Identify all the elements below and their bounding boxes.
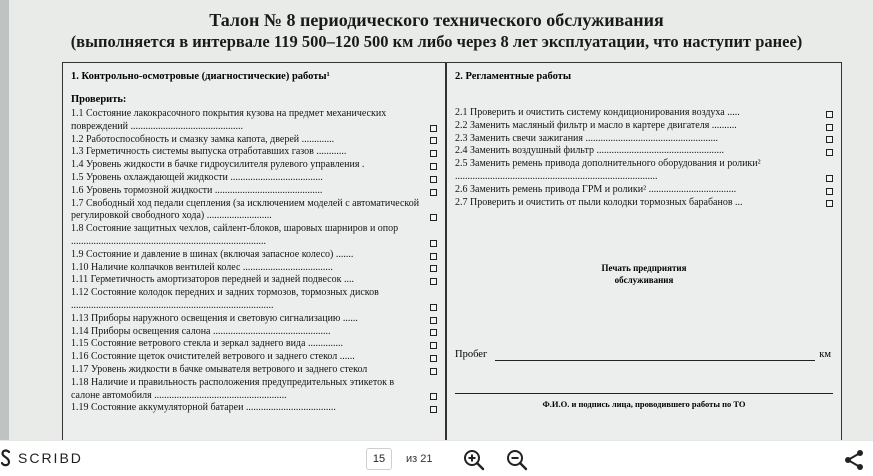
scheduled-work-item-text: 2.6 Заменить ремень привода ГРМ и ролики² ................................... bbox=[455, 183, 737, 195]
scheduled-works-column bbox=[446, 62, 842, 440]
share-icon[interactable] bbox=[842, 448, 866, 472]
checkbox-square bbox=[430, 240, 437, 247]
checkbox-square bbox=[430, 265, 437, 272]
checkbox-square bbox=[430, 189, 437, 196]
diagnostic-work-item bbox=[71, 159, 439, 172]
page-count: из 21 bbox=[406, 453, 433, 465]
coupon-subtitle: (выполняется в интервале 119 500–120 500 км либо через 8 лет эксплуатации, что наступит ранее) bbox=[70, 32, 803, 51]
diagnostic-work-item bbox=[71, 274, 439, 287]
diagnostic-work-item-text: 1.8 Состояние защитных чехлов, сайлент-блоков, шаровых шарниров и опор .............................................................................. bbox=[71, 223, 399, 247]
checkbox-square bbox=[430, 342, 437, 349]
scheduled-work-item bbox=[455, 120, 835, 133]
zoom-out-icon[interactable] bbox=[505, 448, 529, 472]
diagnostic-work-item-text: 1.10 Наличие колпачков вентилей колес .................................... bbox=[71, 261, 333, 273]
checkbox-square bbox=[430, 163, 437, 170]
scheduled-work-item bbox=[455, 107, 835, 120]
diagnostic-work-item bbox=[71, 377, 439, 403]
checkbox-square bbox=[826, 111, 833, 118]
diagnostic-work-item bbox=[71, 185, 439, 198]
scheduled-work-item bbox=[455, 158, 835, 184]
diagnostic-work-item bbox=[71, 287, 439, 313]
checkbox-square bbox=[430, 317, 437, 324]
diagnostic-work-item bbox=[71, 262, 439, 275]
diagnostic-work-item-text: 1.1 Состояние лакокрасочного покрытия кузова на предмет механических повреждений ............................................. bbox=[71, 108, 387, 132]
diagnostic-work-item bbox=[71, 134, 439, 147]
diagnostic-work-item-text: 1.6 Уровень тормозной жидкости ........................................... bbox=[71, 184, 323, 196]
scribd-logo-icon bbox=[0, 449, 12, 467]
diagnostic-work-item bbox=[71, 172, 439, 185]
scheduled-work-item-text: 2.1 Проверить и очистить систему кондиционирования воздуха ..... bbox=[455, 107, 740, 118]
diagnostic-work-item-text: 1.13 Приборы наружного освещения и световую сигнализацию ...... bbox=[71, 312, 358, 324]
diagnostic-work-item-text: 1.9 Состояние и давление в шинах (включая запасное колесо) ....... bbox=[71, 248, 354, 260]
scheduled-work-item bbox=[455, 145, 835, 158]
checkbox-square bbox=[430, 253, 437, 260]
signature-line bbox=[455, 393, 833, 394]
diagnostic-work-item bbox=[71, 108, 439, 134]
diagnostic-work-item bbox=[71, 338, 439, 351]
checkbox-square bbox=[826, 200, 833, 207]
viewer-toolbar bbox=[0, 440, 873, 476]
scheduled-works-list bbox=[455, 107, 835, 209]
checkbox-square bbox=[826, 175, 833, 182]
checkbox-square bbox=[826, 188, 833, 195]
checkbox-square bbox=[430, 393, 437, 400]
diagnostic-work-item-text: 1.16 Состояние щеток очистителей ветрового и заднего стекол ...... bbox=[71, 351, 355, 363]
diagnostic-work-item-text: 1.17 Уровень жидкости в бачке омывателя ветрового и заднего стекол bbox=[71, 363, 368, 375]
diagnostic-work-item-text: 1.18 Наличие и правильность расположения предупредительных этикеток в салоне автомобиля ..................................................... bbox=[71, 376, 395, 401]
diagnostic-work-item bbox=[71, 326, 439, 339]
checkbox-square bbox=[430, 176, 437, 183]
coupon-title: Талон № 8 периодического технического обслуживания bbox=[209, 10, 664, 30]
scheduled-work-item-text: 2.4 Заменить воздушный фильтр ................................................... bbox=[455, 145, 724, 157]
stamp-caption-line1: Печать предприятия bbox=[601, 263, 687, 273]
diagnostic-works-heading: 1. Контрольно-осмотровые (диагностические) работы¹ bbox=[71, 71, 330, 82]
diagnostic-work-item bbox=[71, 402, 439, 415]
mileage-unit: км bbox=[819, 349, 831, 360]
diagnostic-work-item-text: 1.2 Работоспособность и смазку замка капота, дверей ............. bbox=[71, 133, 335, 145]
checkbox-square bbox=[430, 125, 437, 132]
diagnostic-work-item bbox=[71, 351, 439, 364]
signature-caption: Ф.И.О. и подпись лица, проводившего работы по ТО bbox=[542, 399, 746, 409]
checkbox-square bbox=[826, 149, 833, 156]
scheduled-work-item-text: 2.5 Заменить ремень привода дополнительного оборудования и ролики² ................................................................................. bbox=[455, 158, 761, 182]
zoom-in-icon[interactable] bbox=[462, 448, 486, 472]
diagnostic-work-item-text: 1.14 Приборы освещения салона ............................................... bbox=[71, 325, 331, 337]
checkbox-square bbox=[430, 355, 437, 362]
checkbox-square bbox=[430, 406, 437, 413]
diagnostic-work-item-text: 1.11 Герметичность амортизаторов передней и задней подвесок .... bbox=[71, 274, 354, 286]
checkbox-square bbox=[826, 136, 833, 143]
mileage-line bbox=[495, 360, 815, 361]
mileage-label: Пробег bbox=[455, 349, 488, 360]
scribd-logo[interactable] bbox=[0, 449, 83, 467]
diagnostic-works-column bbox=[62, 62, 446, 440]
checkbox-square bbox=[430, 368, 437, 375]
diagnostic-work-item-text: 1.15 Состояние ветрового стекла и зеркал заднего вида .............. bbox=[71, 338, 343, 350]
diagnostic-work-item-text: 1.19 Состояние аккумуляторной батареи .................................... bbox=[71, 402, 336, 414]
diagnostic-work-item-text: 1.4 Уровень жидкости в бачке гидроусилителя рулевого управления . bbox=[71, 159, 365, 171]
diagnostic-work-item bbox=[71, 198, 439, 224]
scheduled-work-item-text: 2.3 Заменить свечи зажигания ..................................................... bbox=[455, 132, 719, 144]
stamp-caption-line2: обслуживания bbox=[614, 275, 674, 285]
diagnostic-work-item-text: 1.5 Уровень охлаждающей жидкости ..................................... bbox=[71, 171, 323, 183]
scheduled-work-item bbox=[455, 184, 835, 197]
diagnostic-work-item bbox=[71, 313, 439, 326]
checkbox-square bbox=[430, 214, 437, 221]
brand-name: SCRIBD bbox=[18, 450, 83, 466]
diagnostic-work-item bbox=[71, 364, 439, 377]
diagnostic-work-item bbox=[71, 146, 439, 159]
scheduled-works-heading: 2. Регламентные работы bbox=[455, 71, 572, 82]
scheduled-work-item-text: 2.2 Заменить масляный фильтр и масло в картере двигателя .......... bbox=[455, 119, 737, 131]
mileage-field bbox=[455, 349, 835, 360]
checkbox-square bbox=[826, 124, 833, 131]
page-number-input[interactable]: 15 bbox=[366, 448, 392, 470]
scheduled-work-item-text: 2.7 Проверить и очистить от пыли колодки тормозных барабанов ... bbox=[455, 196, 743, 208]
scheduled-work-item bbox=[455, 197, 835, 210]
checkbox-square bbox=[430, 150, 437, 157]
diagnostic-work-item-text: 1.7 Свободный ход педали сцепления (за исключением моделей с автоматической регулировкой свободного хода) .......................... bbox=[71, 197, 420, 222]
diagnostic-work-item bbox=[71, 249, 439, 262]
diagnostic-works-list bbox=[71, 108, 439, 415]
diagnostic-work-item bbox=[71, 223, 439, 249]
checkbox-square bbox=[430, 329, 437, 336]
checkbox-square bbox=[430, 137, 437, 144]
checkbox-square bbox=[430, 278, 437, 285]
scheduled-work-item bbox=[455, 133, 835, 146]
diagnostic-work-item-text: 1.3 Герметичность системы выпуска отработавших газов ............ bbox=[71, 146, 347, 158]
page-edge bbox=[0, 0, 9, 440]
checkbox-square bbox=[430, 304, 437, 311]
check-subheading: Проверить: bbox=[71, 94, 127, 105]
diagnostic-work-item-text: 1.12 Состояние колодок передних и задних тормозов, тормозных дисков ................................................................................. bbox=[71, 287, 379, 311]
